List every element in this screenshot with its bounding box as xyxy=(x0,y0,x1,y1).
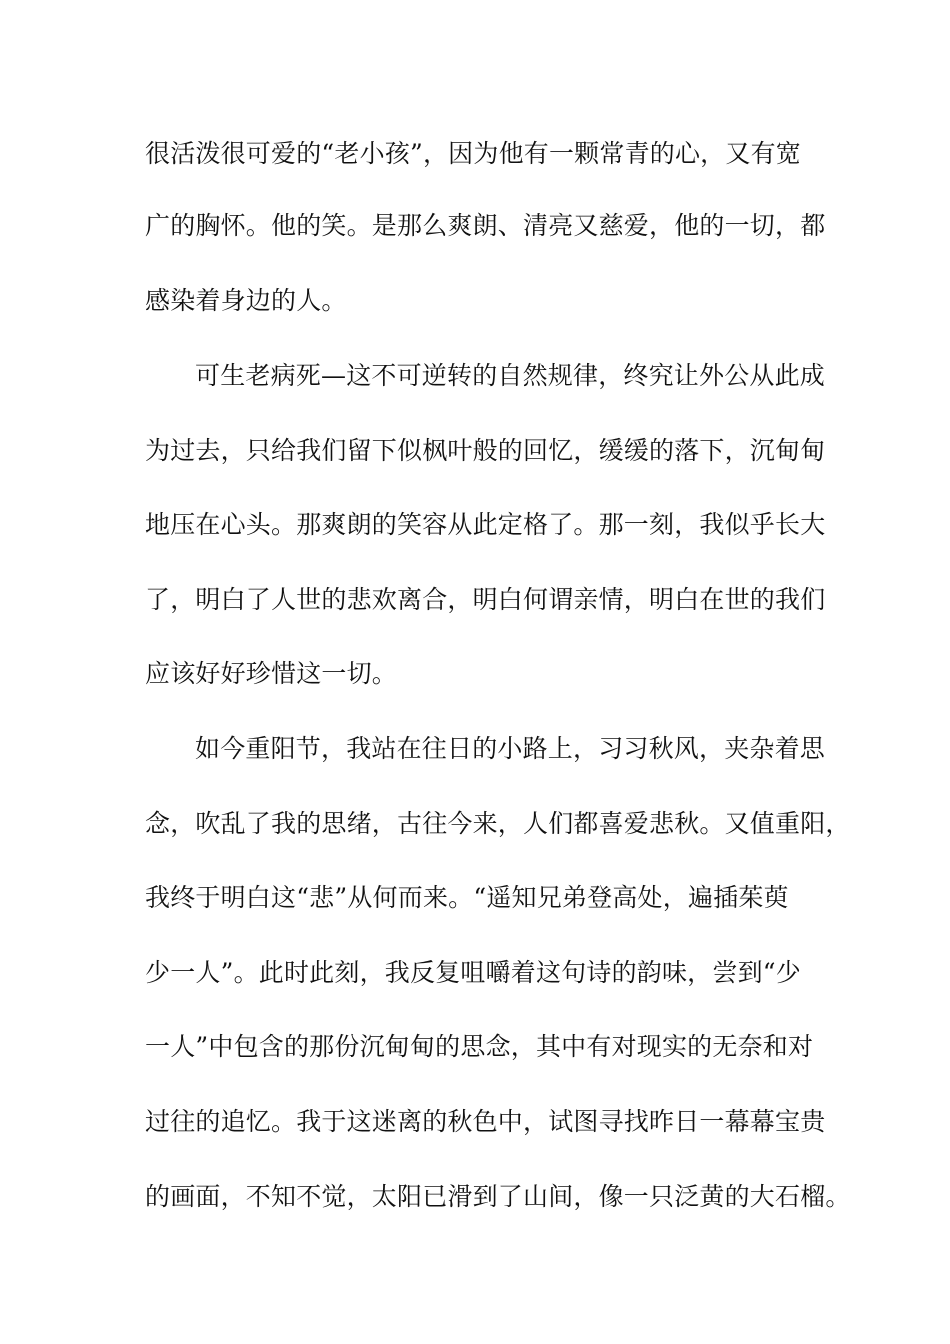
text-line-10: 念，吹乱了我的思绪，古往今来，人们都喜爱悲秋。又值重阳， xyxy=(145,809,851,838)
text-line-4: 可生老病死—这不可逆转的自然规律，终究让外公从此成 xyxy=(195,361,826,390)
text-line-1: 很活泼很可爱的“老小孩”，因为他有一颗常青的心，又有宽 xyxy=(145,139,801,168)
text-line-8: 应该好好珍惜这一切。 xyxy=(145,659,398,688)
text-line-11: 我终于明白这“悲”从何而来。“遥知兄弟登高处，遍插茱萸 xyxy=(145,883,789,912)
text-line-3: 感染着身边的人。 xyxy=(145,286,347,315)
text-line-6: 地压在心头。那爽朗的笑容从此定格了。那一刻，我似乎长大 xyxy=(145,510,826,539)
text-line-15: 的画面，不知不觉，太阳已滑到了山间，像一只泛黄的大石榴。 xyxy=(145,1182,851,1211)
text-line-12: 少一人”。此时此刻，我反复咀嚼着这句诗的韵味，尝到“少 xyxy=(145,958,801,987)
text-line-14: 过往的追忆。我于这迷离的秋色中，试图寻找昨日一幕幕宝贵 xyxy=(145,1107,826,1136)
text-line-7: 了，明白了人世的悲欢离合，明白何谓亲情，明白在世的我们 xyxy=(145,585,826,614)
text-line-5: 为过去，只给我们留下似枫叶般的回忆，缓缓的落下，沉甸甸 xyxy=(145,436,826,465)
text-line-2: 广的胸怀。他的笑。是那么爽朗、清亮又慈爱，他的一切，都 xyxy=(145,211,826,240)
text-line-9: 如今重阳节，我站在往日的小路上，习习秋风，夹杂着思 xyxy=(195,734,826,763)
text-line-13: 一人”中包含的那份沉甸甸的思念，其中有对现实的无奈和对 xyxy=(145,1032,814,1061)
